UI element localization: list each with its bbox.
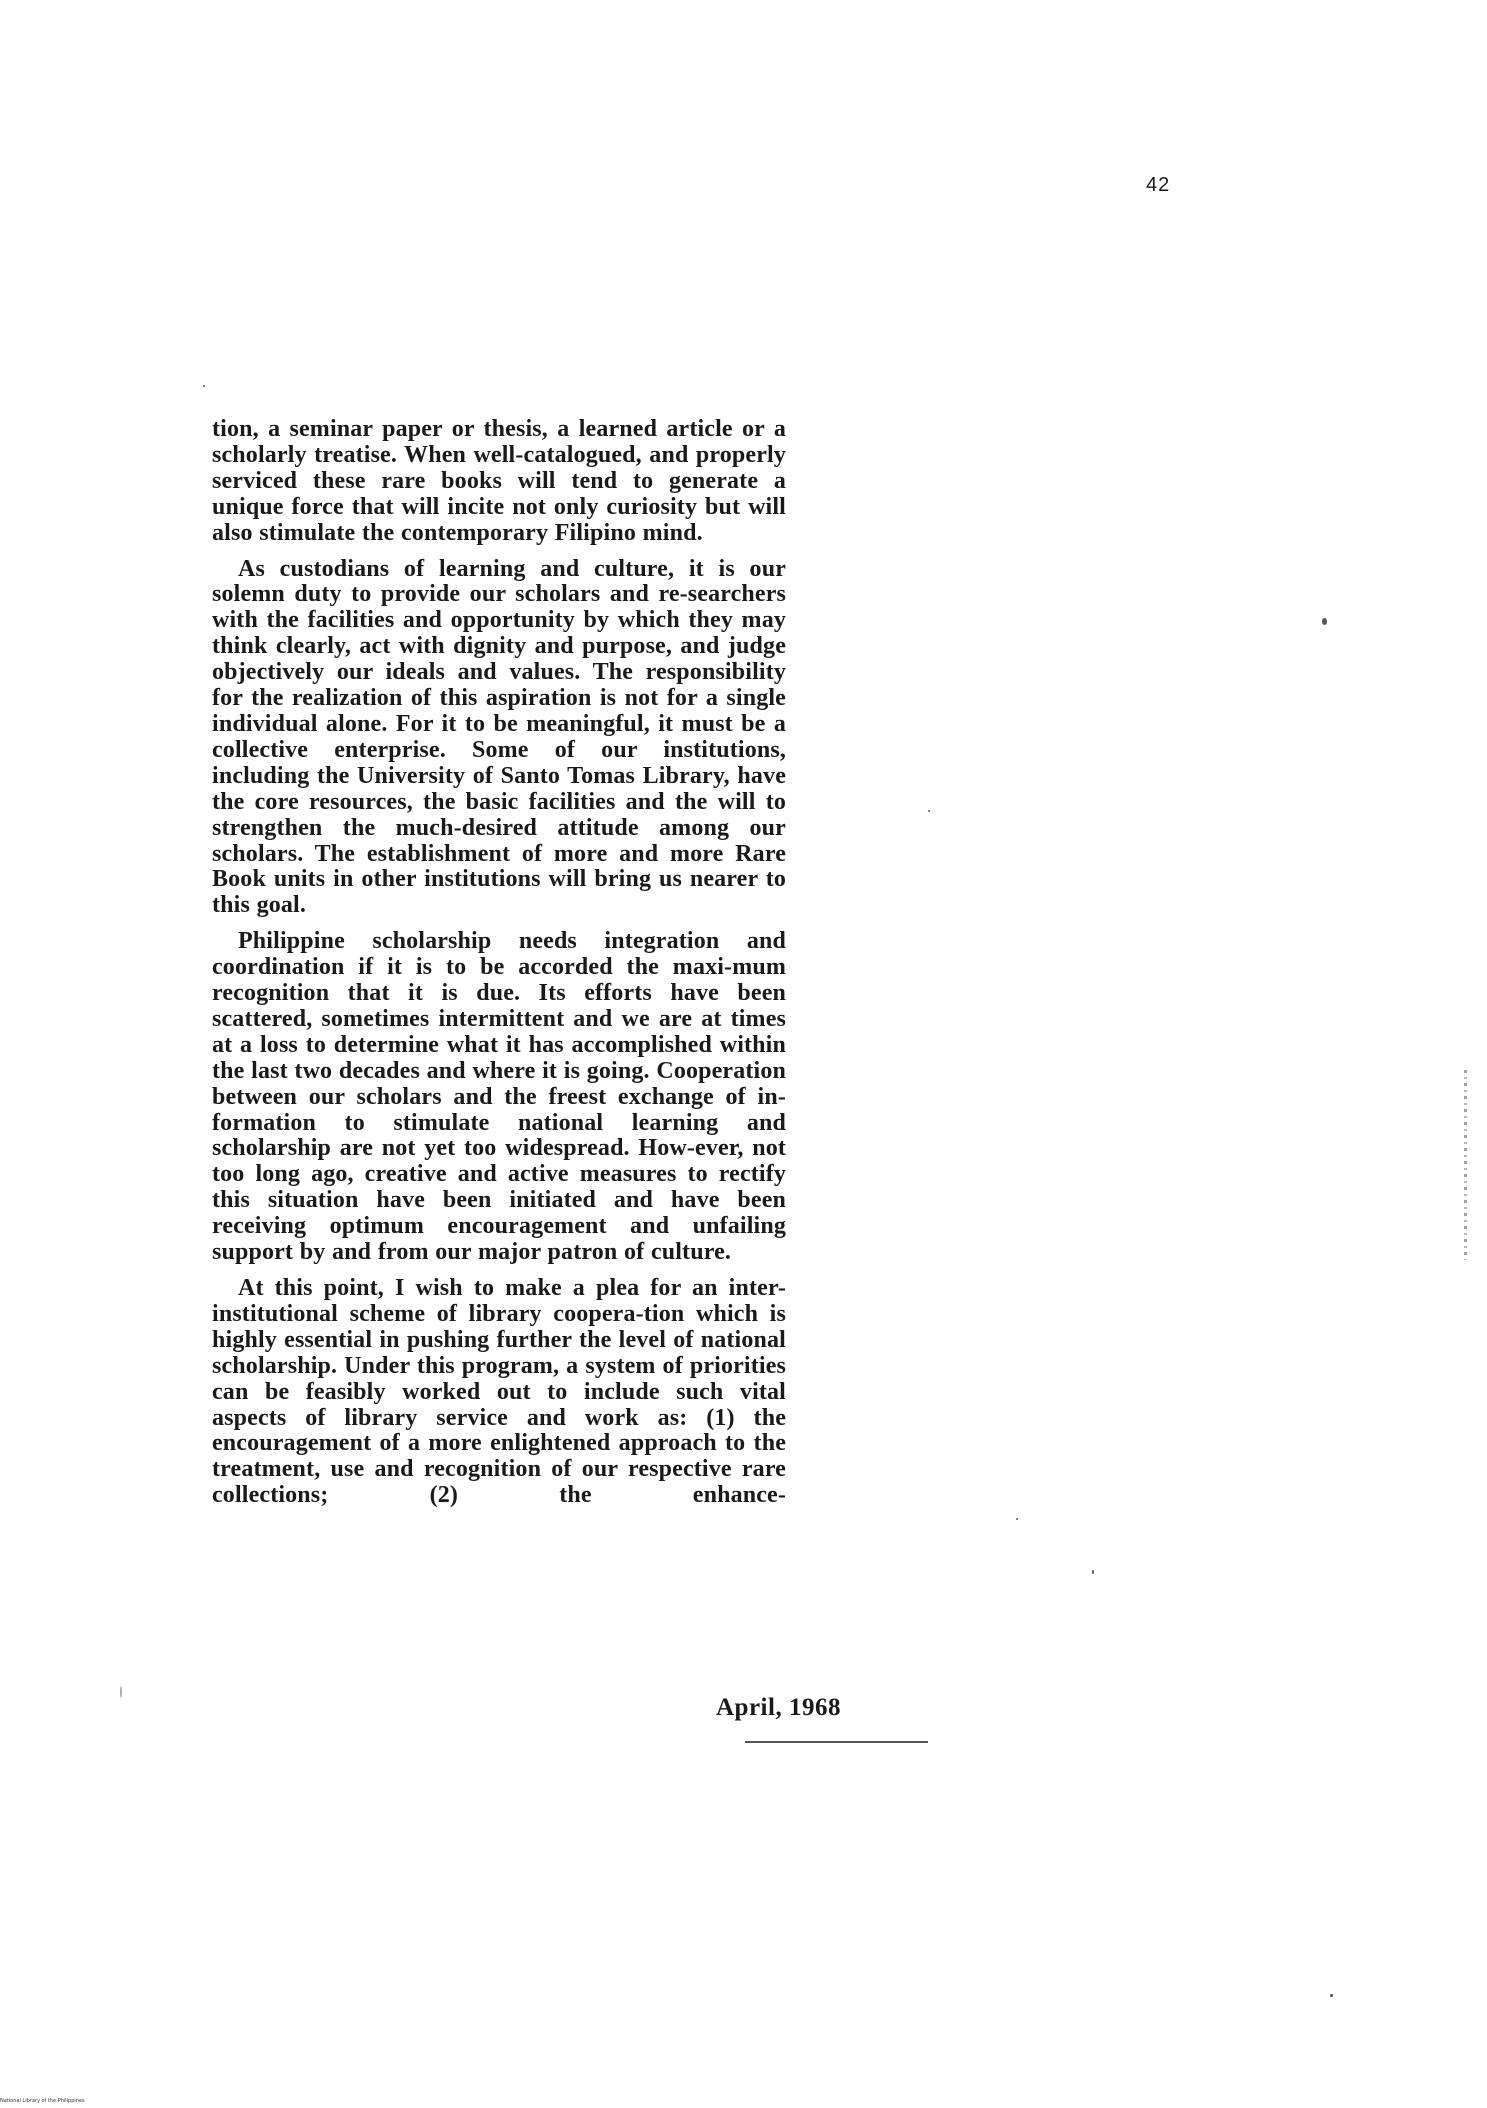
scan-speck [1016, 1518, 1018, 1520]
scan-speck [1330, 1994, 1333, 1997]
paragraph-3: Philippine scholarship needs integration and coordination if it is to be accorded the maxi-mum recognition that it is due. Its efforts have been scattered, sometimes intermittent and we are at times at a loss to determine what it has accomplished within the last two decades and where it is going. Cooperation between our scholars and the freest exchange of in-formation to stimulate national learning and scholarship are not yet too widespread. How-ever, not too long ago, creative and active measures to rectify this situation have been initiated and have been receiving optimum encouragement and unfailing support by and from our major patron of culture. [212, 928, 786, 1266]
paragraph-1: tion, a seminar paper or thesis, a learned article or a scholarly treatise. When well-catalogued, and properly serviced these rare books will tend to generate a unique force that will incite not only curiosity but will also stimulate the contemporary Filipino mind. [212, 416, 786, 546]
page-number: 42 [1146, 174, 1171, 196]
scan-footer-strip: National Library of the Philippines [0, 2098, 85, 2104]
footer-rule [745, 1741, 928, 1743]
scan-speck [928, 810, 930, 812]
scan-speck [1322, 618, 1327, 625]
paragraph-2: As custodians of learning and culture, it is our solemn duty to provide our scholars and re-searchers with the facilities and opportunity by which they may think clearly, act with dignity and purpose, and judge objectively our ideals and values. The responsibility for the realization of this aspiration is not for a single individual alone. For it to be meaningful, it must be a collective enterprise. Some of our institutions, including the University of Santo Tomas Library, have the core resources, the basic facilities and the will to strengthen the much-desired attitude among our scholars. The establishment of more and more Rare Book units in other institutions will bring us nearer to this goal. [212, 555, 786, 919]
scan-edge-noise [1464, 1070, 1467, 1260]
scan-speck [120, 1686, 122, 1698]
scan-speck [203, 385, 205, 387]
body-text-column [212, 417, 786, 1509]
footer-date: April, 1968 [716, 1694, 841, 1721]
paragraph-4: At this point, I wish to make a plea for an inter-institutional scheme of library coopera-tion which is highly essential in pushing further the level of national scholarship. Under this program, a system of priorities can be feasibly worked out to include such vital aspects of library service and work as: (1) the encouragement of a more enlightened approach to the treatment, use and recognition of our respective rare collections; (2) the enhance- [212, 1275, 786, 1509]
scan-speck [1092, 1570, 1094, 1574]
